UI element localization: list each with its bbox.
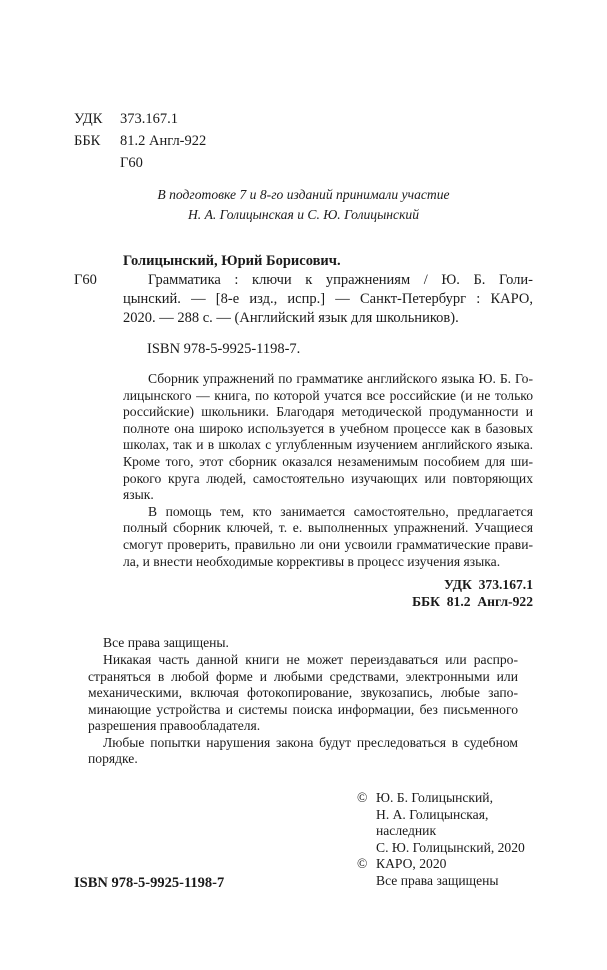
isbn-footer: ISBN 978-5-9925-1198-7 xyxy=(74,875,225,892)
annotation-line: Сборник упражнений по грамматике английского языка Ю. Б. Го- xyxy=(148,371,533,386)
rights-line: Все права защищены. xyxy=(103,635,229,651)
rights-line: разрешения правообладателя. xyxy=(88,718,261,734)
bottom-block xyxy=(0,790,607,894)
bbk-value: 81.2 Англ-922 xyxy=(120,133,207,149)
rights-line: страняться в любой форме и любыми средствами, электронными или xyxy=(88,668,518,684)
rights-line: Любые попытки нарушения закона будут преследоваться в судебном xyxy=(103,734,518,750)
classification-block xyxy=(74,108,607,174)
annotation-line: рокого круга людей, самостоятельно изучающих или повторяющих xyxy=(123,470,533,486)
catalog-entry xyxy=(74,252,533,328)
copyright-line: Все права защищены xyxy=(376,873,499,889)
annotation-line: В помощь тем, кто занимается самостоятельно, предлагается xyxy=(148,503,533,519)
copyright-symbol: © xyxy=(357,790,368,806)
rights-line: Никакая часть данной книги не может переиздаваться или распро- xyxy=(103,651,518,667)
bbk-label: ББК xyxy=(74,133,101,149)
rights-line: порядке. xyxy=(88,751,138,767)
annotation xyxy=(123,371,533,570)
copyright-line: Ю. Б. Голицынский, xyxy=(376,790,493,806)
annotation-line: лицынского — книга, по которой учатся все российские (и не только xyxy=(123,387,533,403)
contributors-note-line: В подготовке 7 и 8-го изданий принимали участие xyxy=(157,187,450,202)
copyright-line: Н. А. Голицынская, xyxy=(376,806,489,822)
annotation-line: смогут проверить, правильно ли они усвоили грамматические прави- xyxy=(123,536,533,552)
author-mark: Г60 xyxy=(120,155,143,171)
catalog-isbn: ISBN 978-5-9925-1198-7. xyxy=(147,341,301,357)
catalog-line: 2020. — 288 с. — (Английский язык для школьников). xyxy=(123,310,459,326)
annotation-line: российские) школьники. Благодаря методической продуманности и xyxy=(123,404,533,420)
rights-line: минающие устройства и системы поиска информации, без письменного xyxy=(88,701,518,717)
rights-line: механическими, включая фотокопирование, звукозапись, любые запо- xyxy=(88,685,518,701)
annotation-line: ла, и внести необходимые коррективы в процесс изучения языка. xyxy=(123,553,501,569)
annotation-line: Кроме того, этот сборник оказался незаменимым пособием для ши- xyxy=(123,453,533,469)
contributors-note xyxy=(0,185,607,225)
copyright-line: КАРО, 2020 xyxy=(376,856,447,872)
udk-value: 373.167.1 xyxy=(120,111,178,127)
rights-notice xyxy=(88,635,518,768)
catalog-line: цынский. — [8-е изд., испр.] — Санкт-Петербург : КАРО, xyxy=(123,291,533,307)
catalog-author: Голицынский, Юрий Борисович. xyxy=(123,253,341,269)
annotation-line: полный сборник ключей, т. е. выполненных упражнений. Учащиеся xyxy=(123,520,533,536)
copyright-line: С. Ю. Голицынский, 2020 xyxy=(376,839,525,855)
annotation-line: школах, так и в школах с углубленным изучением английского языка. xyxy=(123,437,533,453)
copyright-symbol: © xyxy=(357,856,368,872)
annotation-line: полноте она широко используется в учебном процессе как в базовых xyxy=(123,420,533,436)
catalog-mark: Г60 xyxy=(74,272,97,288)
udk-label: УДК xyxy=(74,111,103,127)
annotation-line: язык. xyxy=(123,487,154,503)
annotation-bbk: ББК 81.2 Англ-922 xyxy=(412,593,533,609)
copyright-block xyxy=(357,790,525,890)
copyright-line: наследник xyxy=(376,823,437,839)
annotation-codes xyxy=(123,577,533,610)
contributors-note-line: Н. А. Голицынская и С. Ю. Голицынский xyxy=(187,207,420,222)
catalog-line: Грамматика : ключи к упражнениям / Ю. Б. Голи- xyxy=(148,272,533,288)
annotation-udk: УДК 373.167.1 xyxy=(444,577,533,593)
